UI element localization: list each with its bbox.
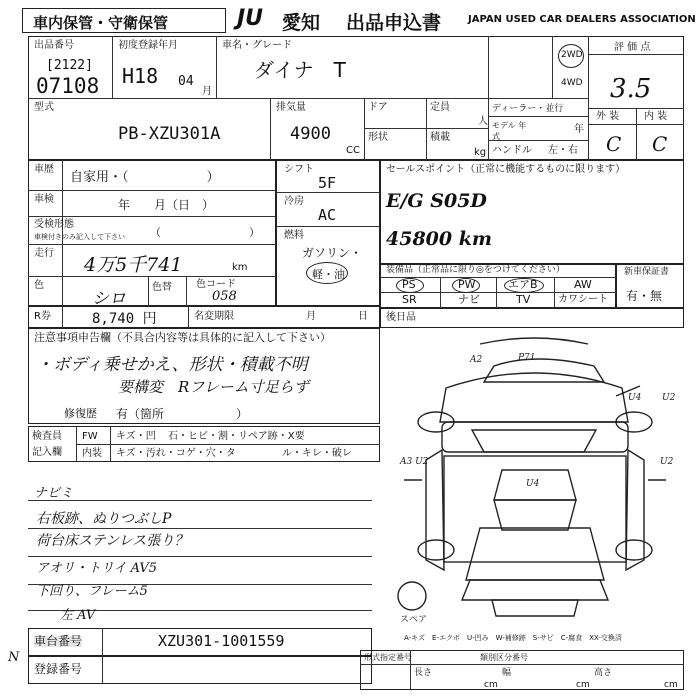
handle-label: ハンドル (492, 145, 532, 156)
equip-pw: PW (458, 278, 476, 291)
inspector-row2-b: ル・キレ・破レ (282, 448, 352, 459)
history-value: 自家用・（ ） (70, 170, 220, 185)
2wd-label: 2WD (561, 50, 583, 60)
rating-interior-label: 内 装 (644, 111, 668, 122)
registration-month-unit: 月 (202, 86, 212, 97)
height-label: 高さ (594, 668, 613, 678)
class-number-label: 類別区分番号 (480, 653, 528, 662)
4wd-label: 4WD (561, 78, 583, 88)
model-name: ダイナ T (254, 58, 346, 82)
color-code: 058 (212, 289, 237, 304)
handle-options: 左・右 (548, 145, 578, 156)
recycle-label: 受検形態 (34, 219, 74, 230)
inspector-entry-label: 記入欄 (32, 447, 62, 458)
mileage-value: 4万5千741 (84, 254, 183, 276)
ju-logo: JU (237, 6, 264, 31)
warranty-value: 有・無 (626, 289, 663, 303)
handnote-3: 荷台床ステンレス張り？ (36, 533, 189, 549)
chassis-label: 車台番号 (34, 634, 83, 648)
registration-year: H18 (122, 64, 159, 88)
lot-label: 出品番号 (34, 40, 74, 51)
name-change-month: 月 (306, 311, 316, 322)
notes-label: 注意事項申告欄（不具合内容等は具体的に記入して下さい） (34, 331, 331, 344)
inspector-row1-b: 石・ヒビ・割・リペア跡・X要 (168, 431, 305, 442)
color-label: 色 (34, 280, 44, 291)
rating-exterior-label: 外 装 (596, 111, 620, 122)
storage-title-box (22, 8, 226, 33)
damage-mark-u4-top: U4 (628, 393, 642, 403)
color-change-label: 色替 (152, 282, 172, 293)
shape-label: 形状 (368, 132, 388, 143)
damage-mark-a2: A2 (470, 355, 483, 365)
r-ticket-value: 8,740 円 (92, 311, 157, 327)
width-unit: cm (576, 680, 590, 690)
equip-ps: PS (402, 278, 416, 291)
dealer-label: ディーラー・並行 (492, 104, 564, 114)
ps-circle (396, 278, 424, 293)
equip-tv: TV (516, 293, 531, 306)
equip-airbag: エアB (508, 278, 538, 291)
fuel-options: ガソリン・ (302, 246, 363, 260)
inspector-fw: FW (82, 431, 98, 442)
equip-aw: AW (574, 278, 592, 291)
shift-value: 5F (318, 174, 337, 192)
repair-value: 有（箇所 ） (116, 407, 249, 421)
mileage-label: 走行 (34, 248, 54, 259)
capacity-unit: 人 (478, 116, 488, 127)
fuel-alt: 軽・油 (312, 268, 345, 281)
rear-items-box (380, 308, 684, 328)
payload-unit: kg (474, 147, 487, 158)
handnote-5: 下回り、フレーム5 (36, 584, 148, 599)
damage-legend: A-キズ E-エクボ U-凹み W-補修跡 S-サビ C-腐食 XX-交換済 (404, 634, 622, 642)
notes-line1: ・ボディ乗せかえ、形状・積載不明 (36, 355, 308, 375)
damage-mark-a3: A3 U2 (400, 457, 429, 467)
handnote-4: アオリ・トリイ AV5 (36, 561, 158, 576)
displacement-unit: CC (346, 145, 360, 156)
model-label: 車名・グレード (222, 40, 292, 51)
warranty-label: 新車保証書 (624, 267, 670, 277)
rating-exterior: C (606, 132, 622, 156)
type-value: PB-XZU301A (118, 124, 221, 144)
spare-label: スペア (400, 615, 428, 625)
equip-leather: カワシート (558, 294, 608, 305)
sales-point-engine: E/G S05D (386, 190, 487, 212)
displacement-value: 4900 (290, 124, 331, 144)
registration-label: 初度登録年月 (118, 40, 178, 51)
sales-points-label: セールスポイント（正常に機能するものに限ります） (386, 164, 626, 175)
lot-bracket: [2122] (46, 58, 93, 73)
association-name: JAPAN USED CAR DEALERS ASSOCIATION (468, 14, 696, 25)
aircon-value: AC (318, 206, 337, 224)
mileage-unit: km (232, 262, 248, 273)
rating-label: 評 価 点 (614, 42, 651, 53)
registration-month: 04 (178, 74, 194, 89)
rating-score: 3.5 (610, 74, 652, 104)
width-label: 幅 (502, 668, 512, 678)
equip-navi: ナビ (458, 293, 480, 306)
length-label: 長さ (414, 668, 433, 678)
org-name: 愛知 (282, 12, 321, 34)
length-unit: cm (484, 680, 498, 690)
year-unit: 年 (574, 124, 584, 135)
shift-label: シフト (284, 164, 314, 175)
equip-sr: SR (402, 293, 417, 306)
r-ticket-label: R券 (34, 311, 51, 322)
inspection-value: 年 月（日 ） (118, 198, 215, 212)
color-value: シロ (92, 289, 126, 309)
model-year-label: モデル 年式 (492, 121, 527, 141)
handnote-2: 右板跡、ぬりつぶしP (36, 511, 172, 527)
inspector-label: 検査員 (32, 431, 62, 442)
storage-title: 車内保管・守衛保管 (33, 14, 169, 32)
inspector-interior: 内装 (82, 448, 102, 459)
repair-label: 修復歴 (64, 407, 97, 420)
damage-mark-u2-side: U2 (660, 457, 674, 467)
sales-point-mileage: 45800 km (386, 228, 492, 250)
rear-items-label: 後日品 (386, 312, 416, 323)
displacement-label: 排気量 (276, 102, 306, 113)
inspector-row1-a: キズ・凹 (116, 431, 156, 442)
notes-line2: 要構変 Rフレーム寸足らず (118, 378, 309, 396)
handnote-6: 左 AV (60, 608, 96, 623)
chassis-value: XZU301-1001559 (158, 632, 285, 650)
margin-mark: N (8, 650, 20, 665)
rating-interior: C (652, 132, 668, 156)
inspector-row2-a: キズ・汚れ・コゲ・穴・タ (116, 448, 236, 459)
name-change-label: 名変期限 (194, 311, 234, 322)
equipment-label: 装備品（正常品に限り◎をつけてください） (386, 265, 565, 275)
height-unit: cm (664, 680, 678, 690)
aircon-label: 冷房 (284, 196, 304, 207)
inspection-label: 車検 (34, 194, 54, 205)
vehicle-damage-diagram (384, 330, 684, 630)
history-label: 車歴 (34, 164, 54, 175)
recycle-value: （ ） (150, 226, 260, 239)
document-title: 出品申込書 (346, 12, 442, 34)
color-code-label: 色コード (196, 279, 236, 290)
type-label: 型式 (34, 102, 54, 113)
damage-mark-u4-body: U4 (526, 479, 540, 489)
doors-label: ドア (368, 102, 388, 113)
recycle-note: 車検付きのみ記入して下さい (34, 233, 125, 241)
airbag-circle (504, 278, 544, 293)
handnote-1: ナビミ (34, 486, 74, 501)
damage-mark-p71: P71 (518, 353, 536, 363)
form-number-label: 形式指定番号 (364, 653, 412, 662)
name-change-day: 日 (358, 311, 368, 322)
damage-mark-u2-right: U2 (662, 393, 676, 403)
pw-circle (452, 278, 480, 293)
fuel-label: 燃料 (284, 230, 304, 241)
payload-label: 積載 (430, 132, 450, 143)
capacity-label: 定員 (430, 102, 450, 113)
reg-number-label: 登録番号 (34, 662, 83, 676)
lot-number: 07108 (36, 74, 100, 98)
